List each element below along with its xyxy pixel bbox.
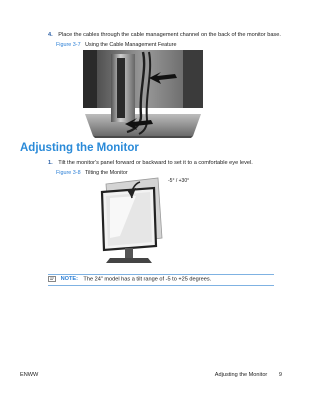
cable-management-illustration (83, 50, 203, 138)
note-top-rule (48, 274, 274, 275)
footer-title: Adjusting the Monitor (214, 372, 268, 378)
note-label: NOTE: (60, 276, 78, 283)
step-1 (48, 160, 253, 167)
step-number: 1. (48, 160, 53, 166)
page-number: 9 (278, 372, 282, 378)
figure-label: Figure 3-7 (56, 42, 81, 48)
note-icon (48, 276, 56, 282)
section-heading: Adjusting the Monitor (20, 142, 139, 154)
step-text: Place the cables through the cable management channel on the back of the monitor base. (58, 32, 281, 38)
footer-right (215, 372, 282, 378)
note (48, 276, 211, 283)
step-text: Tilt the monitor's panel forward or backward to set it to a comfortable eye level. (58, 160, 253, 166)
step-4 (48, 32, 281, 39)
figure-label: Figure 3-8 (56, 170, 81, 176)
note-bottom-rule (48, 285, 274, 286)
step-number: 4. (48, 32, 53, 38)
figure-caption-text: Tilting the Monitor (84, 170, 128, 176)
tilt-angle-label: -5° / +30° (168, 178, 190, 184)
footer-left: ENWW (20, 372, 39, 378)
figure-caption (56, 42, 176, 49)
tilt-monitor-illustration (96, 176, 180, 264)
figure-caption-text: Using the Cable Management Feature (85, 42, 177, 48)
note-text: The 24" model has a tilt range of -5 to +25 degrees. (83, 276, 212, 283)
